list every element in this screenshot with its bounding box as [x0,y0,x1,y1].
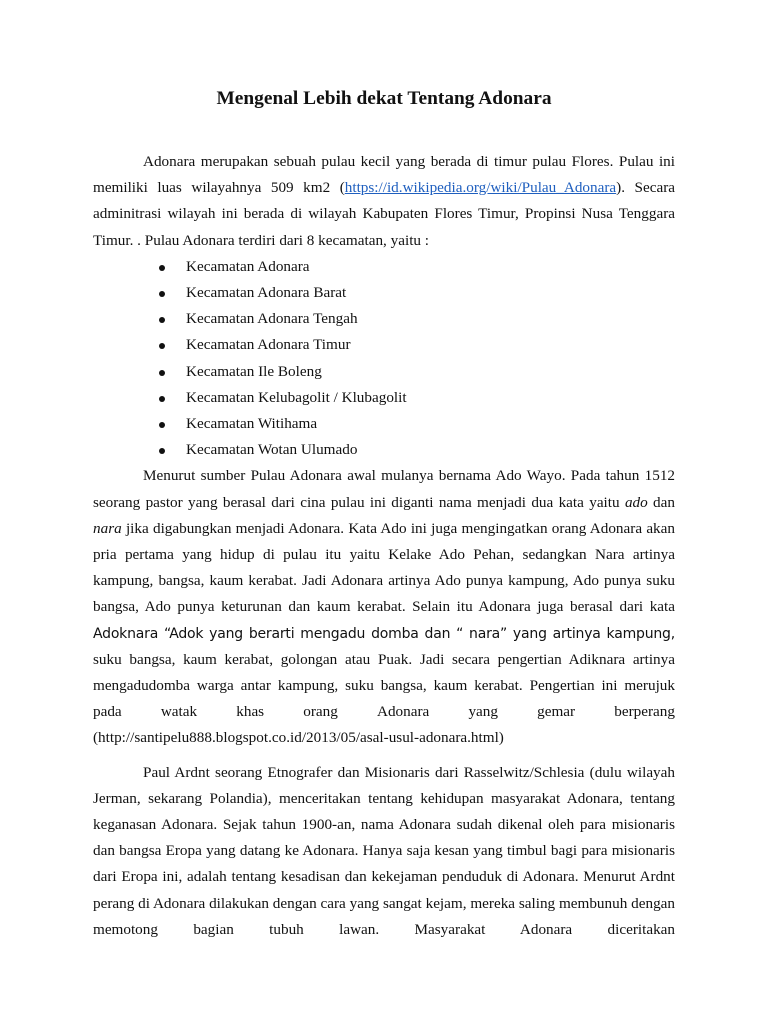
list-item [165,254,675,280]
spread-word: pada [93,703,122,721]
list-item-label: Kecamatan Adonara Timur [186,336,351,354]
spread-word: watak [160,703,198,721]
spread-word: gemar [537,703,576,721]
spread-word: Adonara [377,703,430,721]
list-item [165,385,675,411]
list-item [165,437,675,463]
list-item-label: Kecamatan Wotan Ulumado [186,441,358,459]
paragraph-intro-text-a: Adonara merupakan sebuah pulau kecil yang berada di timur pulau Flores. Pulau ini memiliki luas wilayahnya 509 km2 ( [93,153,675,197]
list-item-label: Kecamatan Adonara [186,257,310,275]
bullet-icon [159,317,165,323]
adoknara-quote: Adoknara “Adok yang berarti mengadu domba dan “ nara” yang artinya kampung, [93,625,675,642]
paragraph-origin-text-b: jika digabungkan menjadi Adonara. Kata Ado ini juga mengingatkan orang Adonara akan pria pertama yang hidup di pulau itu yaitu Kelake Ado Pehan, sedangkan Nara artinya kampung, bangsa, kaum kerabat. Jadi Adonara artinya Ado punya kampung, Ado punya suku bangsa, Ado punya keturunan dan kaum kerabat. Selain itu Adonara juga berasal dari kata [93,519,675,616]
bullet-icon [159,370,165,376]
bullet-icon [159,396,165,402]
kecamatan-list [93,254,675,464]
page-title: Mengenal Lebih dekat Tentang Adonara [216,88,552,109]
list-item-label: Kecamatan Witihama [186,415,318,433]
list-item [165,411,675,437]
wikipedia-link[interactable]: https://id.wikipedia.org/wiki/Pulau_Adonara [344,179,617,197]
paragraph-origin-spread-line [93,699,675,725]
source-citation: (http://santipelu888.blogspot.co.id/2013/05/asal-usul-adonara.html) [93,729,504,747]
word-ado: ado [624,493,648,511]
list-item-label: Kecamatan Adonara Tengah [186,310,358,328]
bullet-icon [159,265,165,271]
paragraph-origin-text-c: suku bangsa, kaum kerabat, golongan atau Puak. Jadi secara pengertian Adiknara artinya mengadudomba warga antar kampung, suku bangsa, kaum kerabat. Pengertian ini merujuk [93,650,675,695]
paragraph-origin-text-a: Menurut sumber Pulau Adonara awal mulanya bernama Ado Wayo. Pada tahun 1512 seorang pastor yang berasal dari cina pulau ini diganti nama menjadi dua kata yaitu [93,467,675,511]
spread-word: yang [468,703,498,721]
spread-word: berperang [614,703,675,721]
document-body [93,149,675,943]
list-item [165,332,675,358]
spread-word: orang [303,703,338,721]
bullet-icon [159,422,165,428]
paragraph-intro [93,149,675,254]
paragraph-origin [93,463,675,699]
bullet-icon [159,343,165,349]
paragraph-intro-text-b: ). Secara adminitrasi wilayah ini berada di wilayah Kabupaten Flores Timur, Propinsi Nusa Tenggara Timur. . Pulau Adonara terdiri dari 8 kecamatan, yaitu : [93,179,675,249]
spread-word: khas [236,703,265,721]
list-item-label: Kecamatan Ile Boleng [186,362,322,380]
paragraph-ardnt: Paul Ardnt seorang Etnografer dan Misionaris dari Rasselwitz/Schlesia (dulu wilayah Jerman, sekarang Polandia), menceritakan tentang kehidupan masyarakat Adonara, tentang keganasan Adonara. Sejak tahun 1900-an, nama Adonara sudah dikenal oleh para misionaris dan bangsa Eropa yang datang ke Adonara. Hanya saja kesan yang timbul bagi para misionaris dari Eropa ini, adalah tentang kesadisan dan kekejaman penduduk di Adonara. Menurut Ardnt perang di Adonara dilakukan dengan cara yang sangat kejam, mereka saling membunuh dengan memotong bagian tubuh lawan. Masyarakat Adonara diceritakan [93,763,675,938]
list-item [165,280,675,306]
list-item-label: Kecamatan Kelubagolit / Klubagolit [186,388,407,406]
bullet-icon [159,448,165,454]
list-item [165,359,675,385]
list-item [165,306,675,332]
bullet-icon [159,291,165,297]
word-nara: nara [93,519,122,537]
list-item-label: Kecamatan Adonara Barat [186,284,347,302]
paragraph-origin-and: dan [647,493,675,511]
